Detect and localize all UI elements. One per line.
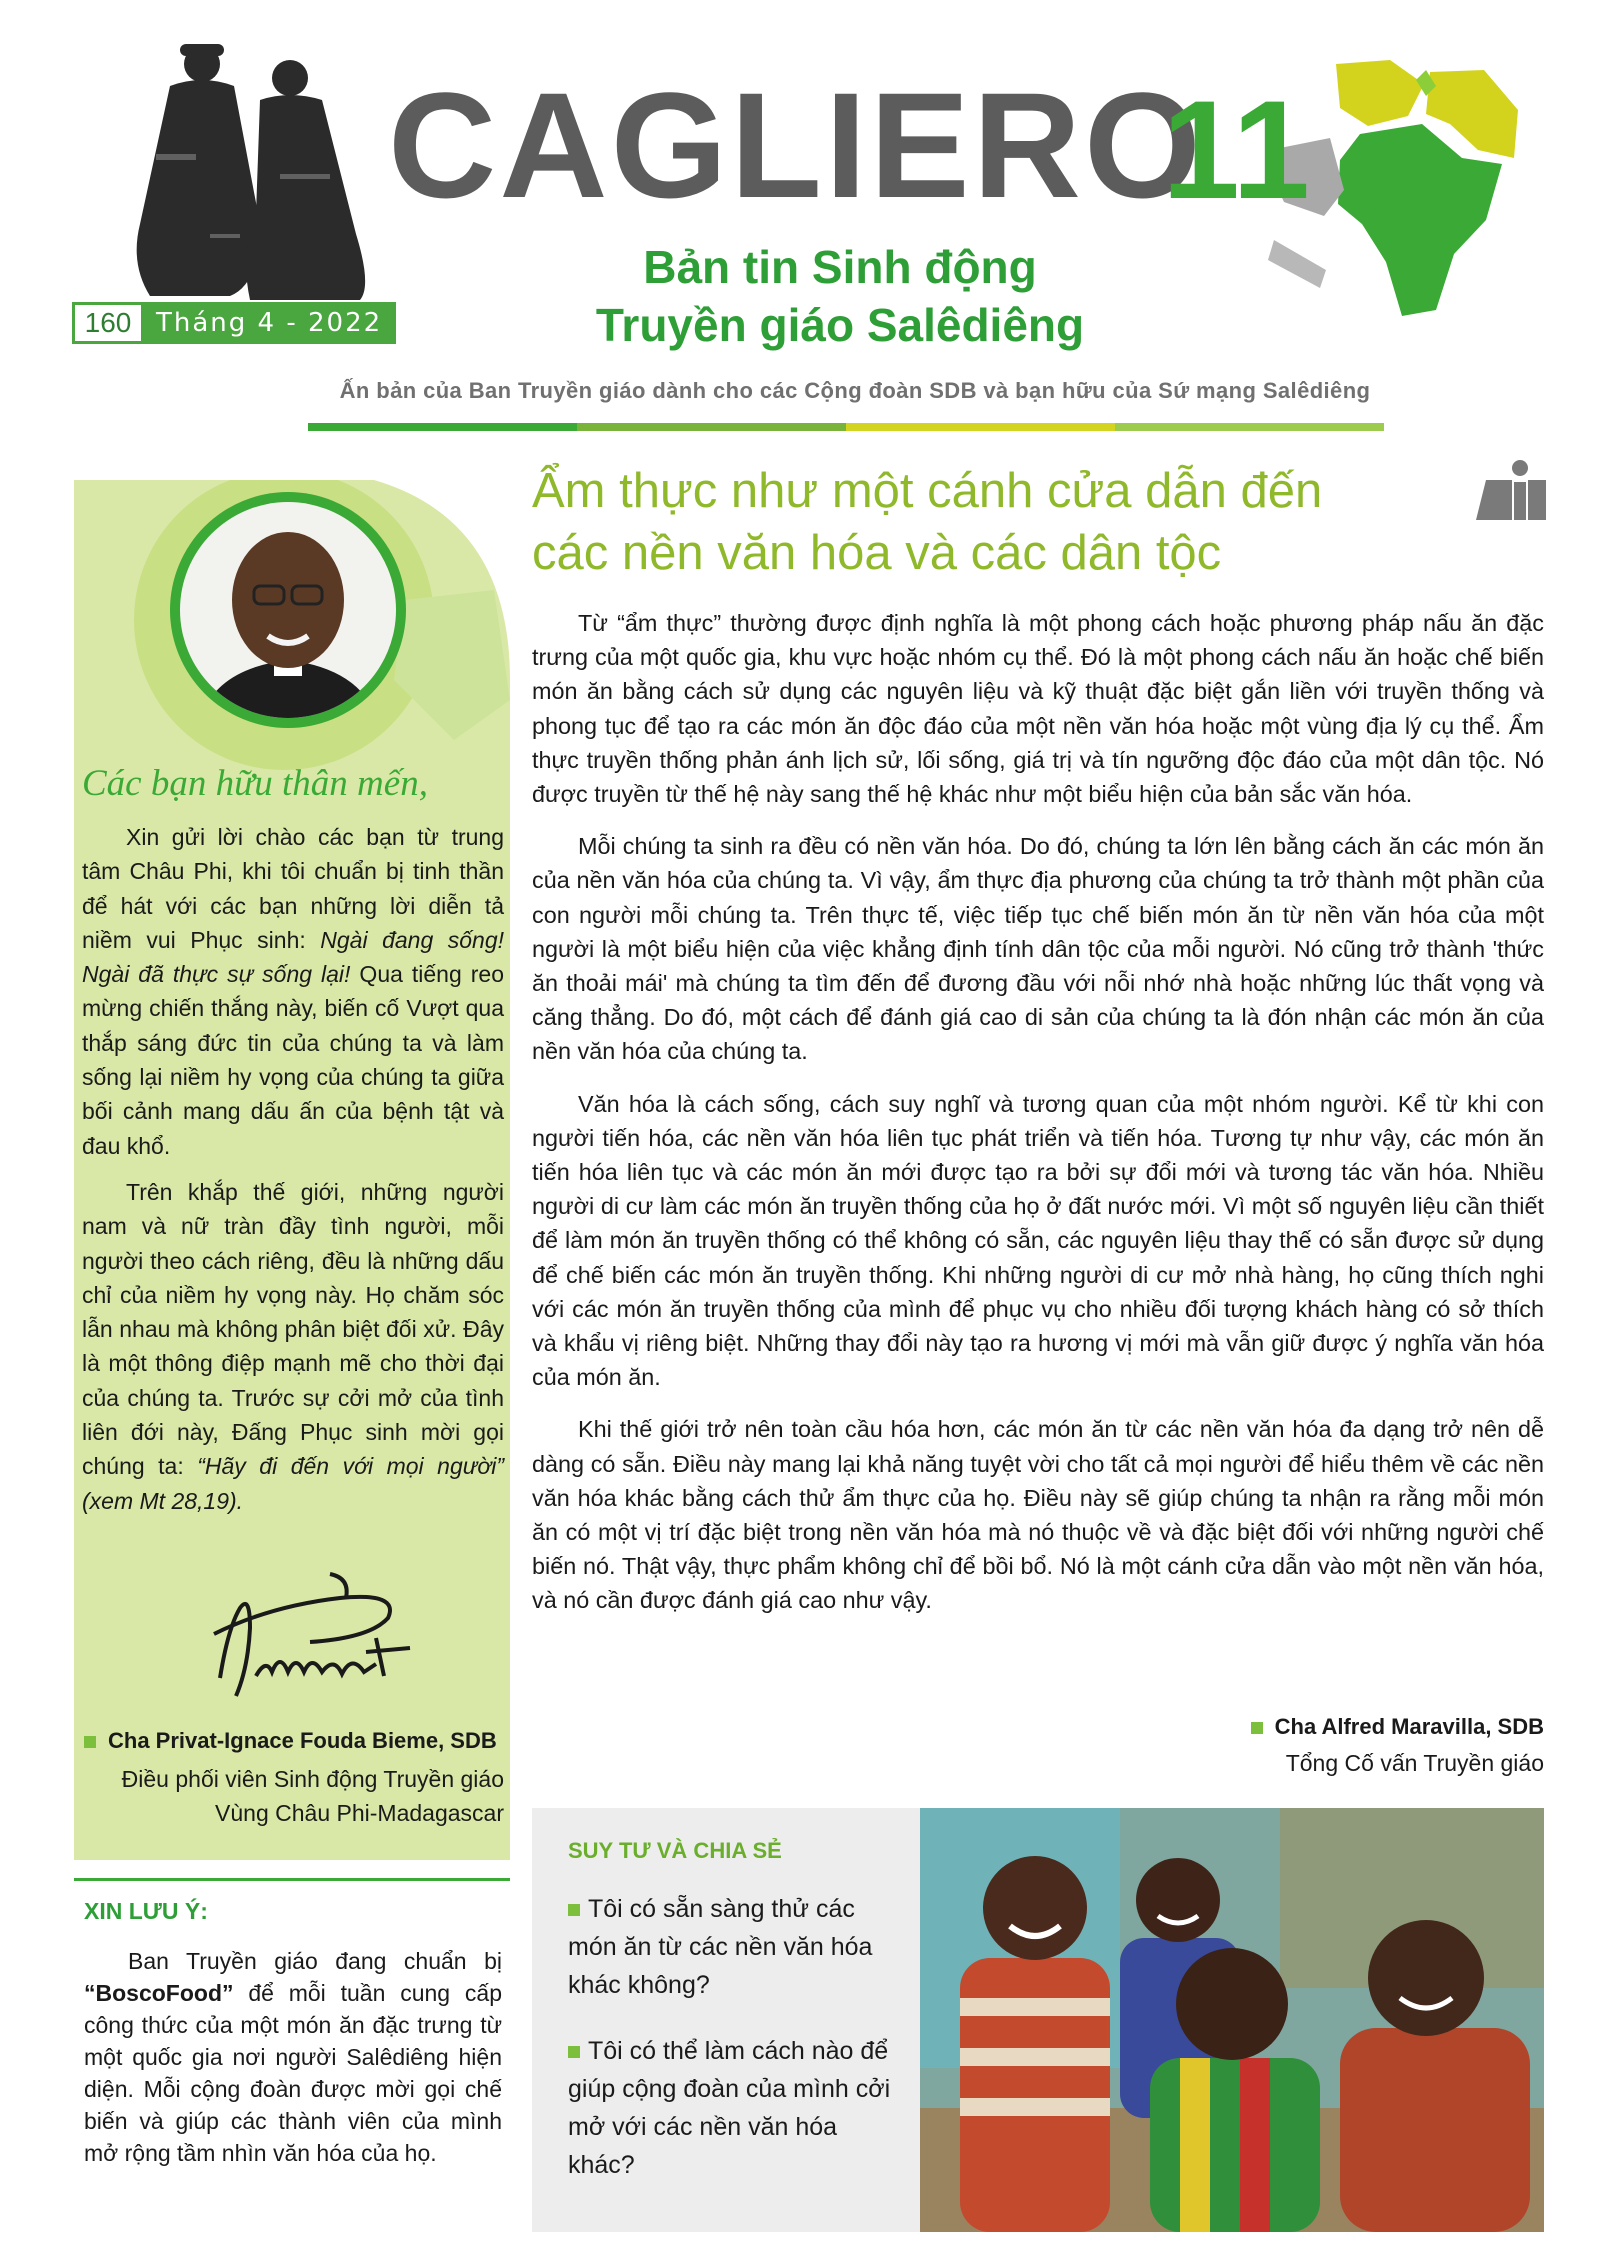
note-title: XIN LƯU Ý: (84, 1898, 208, 1924)
letter-author: Cha Privat-Ignace Fouda Bieme, SDB (84, 1728, 504, 1754)
bullet-square-icon (568, 2046, 580, 2058)
header-color-bar (308, 423, 1384, 431)
subtitle-line-1: Bản tin Sinh động (643, 241, 1037, 293)
subtitle-line-2: Truyền giáo Salêdiêng (595, 299, 1085, 351)
info-icon (1476, 458, 1546, 520)
reflection-question-1: Tôi có sẵn sàng thử các món ăn từ các nền văn hóa khác không? (568, 1895, 873, 1999)
article-paragraph-1: Từ “ẩm thực” thường được định nghĩa là một phong cách hoặc phương pháp nấu ăn đặc trưng của một quốc gia, khu vực hoặc nhóm cụ thể. Đó là một phong cách nấu ăn hoặc chế biến món ăn bằng cách sử dụng các nguyên liệu và kỹ thuật đặc biệt gắn liền với truyền thống và phong tục để tạo ra các món ăn độc đáo của một nền văn hóa hoặc một vùng địa lý cụ thể. Ẩm thực truyền thống phản ánh lịch sử, lối sống, giá trị và tín ngưỡng độc đáo của một dân tộc. Nó được truyền từ thế hệ này sang thế hệ khác như một biểu hiện của bản sắc văn hóa. (532, 610, 1544, 808)
edition-line: Ấn bản của Ban Truyền giáo dành cho các Cộng đoàn SDB và bạn hữu của Sứ mạng Salêdiêng (339, 378, 1371, 403)
article-author: Cha Alfred Maravilla, SDB (900, 1714, 1544, 1740)
handwritten-signature (200, 1568, 460, 1708)
letter-author-role: Điều phối viên Sinh động Truyền giáo Vùng Châu Phi-Madagascar (121, 1766, 504, 1826)
reflection-title: SUY TƯ VÀ CHIA SẺ (568, 1838, 782, 1863)
scripture-quote: “Hãy đi đến với mọi người” (xem Mt 28,19). (82, 1453, 504, 1514)
letter-paragraph: Trên khắp thế giới, những người nam và nữ tràn đầy tình người, mỗi người theo cách riêng, đều là những dấu chỉ của niềm hy vọng này. Họ chăm sóc lẫn nhau mà không phân biệt đối xử. Đây là một thông điệp mạnh mẽ cho thời đại của chúng ta. Trước sự cởi mở của tình liên đới này, Đấng Phục sinh mời gọi chúng ta: “Hãy đi đến với mọi người” (xem Mt 28,19). (82, 1178, 504, 1514)
article-paragraph-2: Mỗi chúng ta sinh ra đều có nền văn hóa. Do đó, chúng ta lớn lên bằng cách ăn các món ăn của nền văn hóa của chúng ta. Vì vậy, ẩm thực địa phương của chúng ta trở thành một phần của con người mỗi chúng ta. Trên thực tế, việc tiếp tục chế biến món ăn từ nền văn hóa của một người là một biểu hiện của việc khẳng định tính dân tộc của mỗi người. Nó cũng trở thành 'thức ăn thoải mái' mà chúng ta tìm đến để đương đầu với nỗi nhớ nhà hoặc những lúc thất vọng và căng thẳng. Do đó, một cách để đánh giá cao di sản của chúng ta là đón nhận các món ăn của nền văn hóa của chúng ta. (532, 833, 1544, 1065)
article-body (532, 606, 1544, 1636)
letter-greeting: Các bạn hữu thân mến, (82, 763, 428, 804)
article-author-role: Tổng Cố vấn Truyền giáo (1285, 1750, 1544, 1776)
note-divider (74, 1878, 510, 1881)
reflection-question-2: Tôi có thể làm cách nào để giúp cộng đoàn của mình cởi mở với các nền văn hóa khác? (568, 2037, 891, 2179)
masthead-number: 11 (1162, 71, 1310, 228)
issue-badge (72, 302, 396, 344)
boscofood-name: “BoscoFood” (84, 1980, 234, 2006)
easter-acclamation: Ngài đang sống! Ngài đã thực sự sống lại! (82, 926, 504, 988)
masthead-title: CAGLIERO (388, 61, 1204, 229)
author-portrait (168, 490, 408, 730)
article-title: Ẩm thực như một cánh cửa dẫn đến các nền văn hóa và các dân tộc (532, 464, 1323, 580)
children-photo (920, 1808, 1544, 2232)
note-text: Ban Truyền giáo đang chuẩn bị “BoscoFood” để mỗi tuần cung cấp công thức của một món ăn đặc trưng từ một quốc gia nơi người Salêdiêng hiện diện. Mỗi cộng đoàn được mời gọi chế biến và giúp các thành viên của mình mở rộng tầm nhìn văn hóa của họ. (84, 1948, 502, 2166)
letter-paragraph: Xin gửi lời chào các bạn từ trung tâm Châu Phi, khi tôi chuẩn bị tinh thần để hát với các bạn những lời diễn tả niềm vui Phục sinh: Ngài đang sống! Ngài đã thực sự sống lại! Qua tiếng reo mừng chiến thắng này, biến cố Vượt qua thắp sáng đức tin của chúng ta và làm sống lại niềm hy vọng của chúng ta giữa bối cảnh mang dấu ấn của bệnh tật và đau khổ. (82, 824, 504, 1159)
bullet-square-icon (1251, 1722, 1263, 1734)
letter-body (82, 762, 504, 1530)
founders-engraving (110, 34, 400, 306)
article-paragraph-4: Khi thế giới trở nên toàn cầu hóa hơn, các món ăn từ các nền văn hóa đa dạng trở nên dễ dàng có sẵn. Điều này mang lại khả năng tuyệt vời cho tất cả mọi người để hiểu thêm về các nền văn hóa khác bằng cách thử ẩm thực của họ. Điều này sẽ giúp chúng ta nhận ra rằng mỗi món ăn có một vị trí đặc biệt trong nền văn hóa mà nó thuộc về và đặc biệt đối với những người chế biến nó. Thật vậy, thực phẩm không chỉ để bồi bổ. Nó là một cánh cửa dẫn vào một nền văn hóa, và nó cần được đánh giá cao như vậy. (532, 1416, 1544, 1614)
bullet-square-icon (84, 1736, 96, 1748)
bullet-square-icon (568, 1904, 580, 1916)
article-paragraph-3: Văn hóa là cách sống, cách suy nghĩ và tương quan của một nhóm người. Kể từ khi con người tiến hóa, các nền văn hóa liên tục phát triển và tiến hóa. Tương tự như vậy, các món ăn tiến hóa liên tục và các món ăn mới được tạo ra bởi sự đổi mới và tương tác văn hóa. Nhiều người di cư làm các món ăn truyền thống của họ ở đất nước mới. Vì một số nguyên liệu cần thiết để làm món ăn truyền thống có thể không có sẵn, các nguyên liệu thay thế có sẵn được sử dụng để chế biến các món ăn truyền thống. Khi những người di cư mở nhà hàng, họ cũng thích nghi với các món ăn truyền thống của mình để phục vụ cho nhiều đối tượng khách hàng có sở thích và khẩu vị riêng biệt. Những thay đổi này tạo ra hương vị mới mà vẫn giữ được ý nghĩa văn hóa của món ăn. (532, 1090, 1544, 1391)
issue-number: 160 (72, 302, 144, 344)
issue-date: Tháng 4 - 2022 (156, 308, 383, 338)
masthead-subtitle (540, 238, 1140, 354)
